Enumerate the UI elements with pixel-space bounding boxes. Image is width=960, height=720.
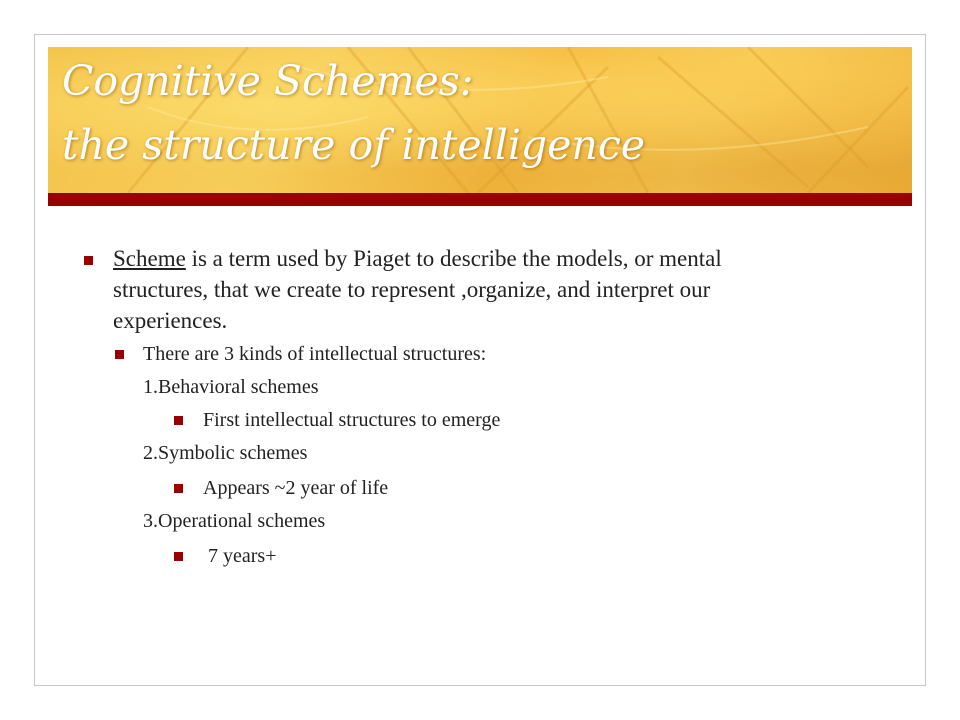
square-bullet-icon	[174, 416, 183, 425]
square-bullet-icon	[84, 256, 93, 265]
title-line-1: Cognitive Schemes:	[62, 57, 474, 105]
scheme-term: Scheme	[113, 246, 186, 271]
square-bullet-icon	[174, 484, 183, 493]
square-bullet-icon	[174, 552, 183, 561]
main-bullet-line-3: experiences.	[113, 308, 228, 333]
scheme-2-detail: Appears ~2 year of life	[203, 477, 389, 499]
main-bullet-line-2: structures, that we create to represent ,organize, and interpret our	[113, 277, 711, 302]
scheme-3-title: 3.Operational schemes	[143, 510, 326, 532]
main-line-1-rest: is a term used by Piaget to describe the models, or mental	[185, 246, 722, 271]
scheme-1-detail: First intellectual structures to emerge	[203, 409, 501, 431]
main-bullet-line-1	[113, 243, 722, 274]
kinds-intro: There are 3 kinds of intellectual structures:	[143, 343, 487, 365]
scheme-3-detail: 7 years+	[203, 545, 277, 567]
title-line-2: the structure of intelligence	[62, 121, 646, 169]
scheme-2-title: 2.Symbolic schemes	[143, 442, 308, 464]
square-bullet-icon	[115, 350, 124, 359]
scheme-1-title: 1.Behavioral schemes	[143, 376, 319, 398]
